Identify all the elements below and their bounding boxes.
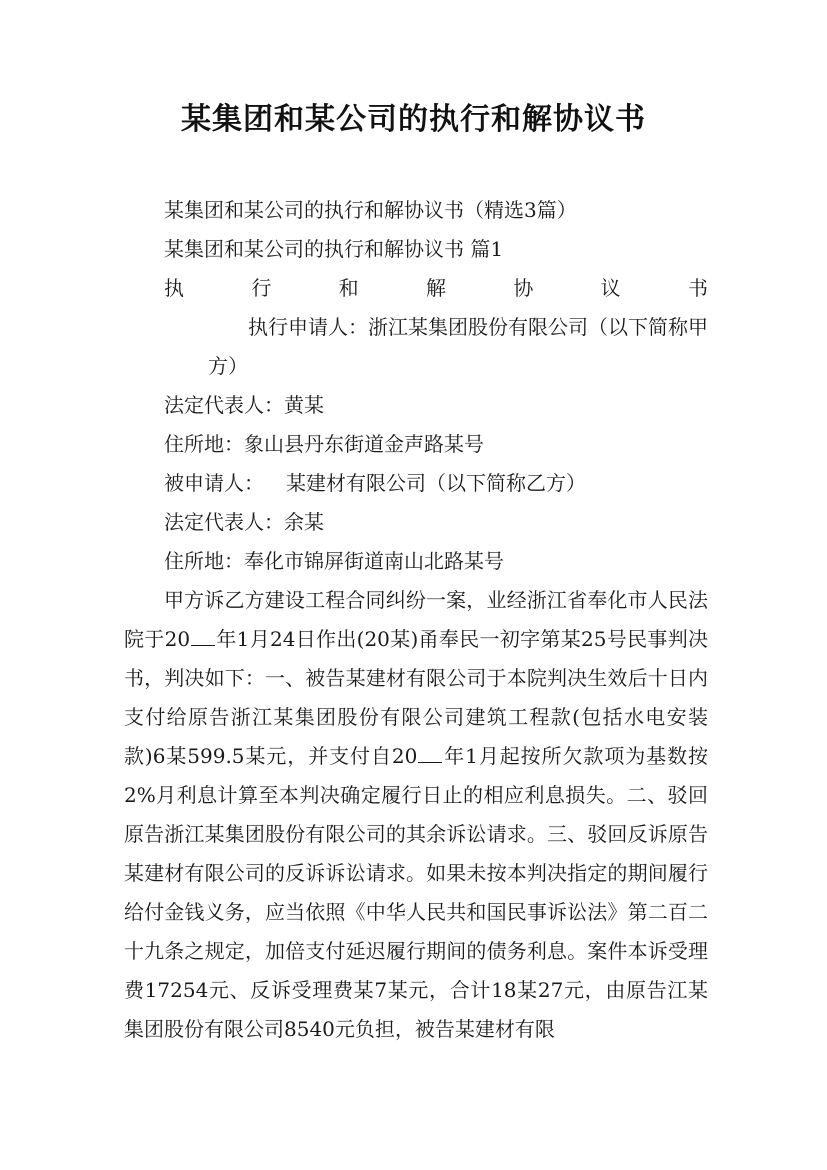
subtitle: 某集团和某公司的执行和解协议书（精选3篇） — [164, 198, 577, 222]
year-blank — [191, 627, 215, 646]
respondent-address: 住所地：奉化市锦屏街道南山北路某号 — [164, 549, 504, 573]
respondent-name: 某建材有限公司（以下简称乙方） — [286, 471, 586, 495]
respondent-label: 被申请人： — [164, 471, 264, 495]
paragraph-part-2: 年1月24日作出(20某)甬奉民一初字第某25号民事判决书，判决如下：一、被告某建材有限公司于本院判决生效后十日内支付给原告浙江某集团股份有限公司建筑工程款(包括水电安装款)6某599.5某元，并支付自20 — [124, 627, 708, 768]
paragraph-part-3: 年1月起按所欠款项为基数按2%月利息计算至本判决确定履行日止的相应利息损失。二、驳回原告浙江某集团股份有限公司的其余诉讼请求。三、驳回反诉原告某建材有限公司的反诉诉讼请求。如果未按本判决指定的期间履行给付金钱义务，应当依照《中华人民共和国民事诉讼法》第二百二十九条之规定，加倍支付延迟履行期间的债务利息。案件本诉受理费17254元、反诉受理费某7某元，合计18某27元，由原告江某集团股份有限公司8540元负担，被告某建材有限 — [124, 744, 709, 1041]
applicant-rep: 法定代表人：黄某 — [164, 393, 324, 417]
paragraph-part-1: 甲方诉乙方建设工程合同纠纷一案，业经浙江省奉化市人民法院于20 — [124, 588, 708, 651]
section-heading: 某集团和某公司的执行和解协议书 篇1 — [164, 237, 504, 261]
judgment-paragraph — [124, 581, 708, 1049]
respondent-rep: 法定代表人：余某 — [164, 510, 324, 534]
document-title: 某集团和某公司的执行和解协议书 — [181, 102, 646, 137]
agreement-line — [124, 269, 708, 386]
applicant-address: 住所地：象山县丹东街道金声路某号 — [164, 432, 484, 456]
document-body — [124, 191, 708, 1049]
year-blank — [418, 744, 442, 763]
applicant-text: 执行申请人：浙江某集团股份有限公司（以下简称甲方） — [208, 315, 708, 378]
agreement-label: 执行和解协议书 — [164, 276, 708, 300]
respondent-line — [124, 464, 708, 503]
